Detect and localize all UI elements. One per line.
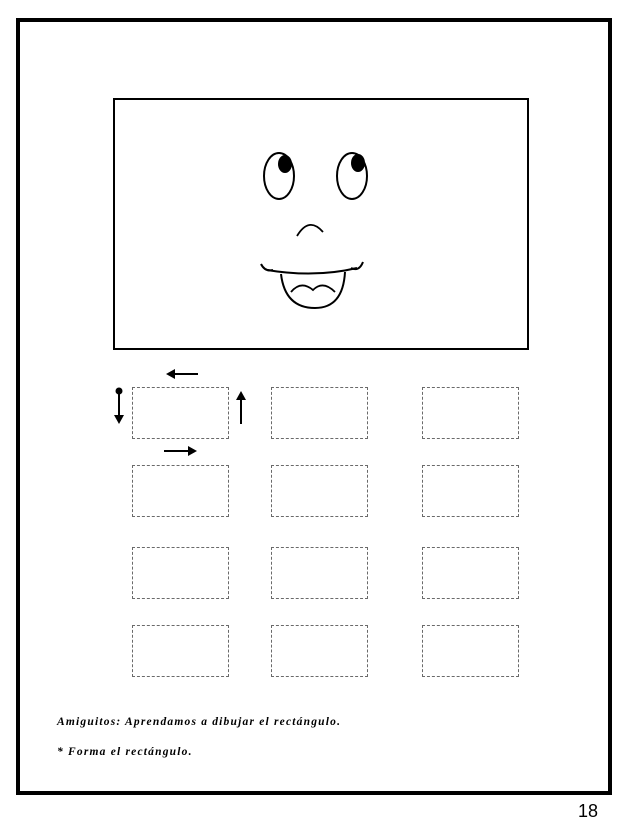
left-pupil <box>278 155 292 173</box>
smile-line <box>267 268 357 274</box>
tracing-rectangle <box>422 465 519 517</box>
tracing-rectangle <box>132 387 229 439</box>
right-cheek <box>351 262 363 269</box>
tracing-rectangle <box>271 387 368 439</box>
tracing-rectangle <box>271 547 368 599</box>
tracing-rectangle <box>132 465 229 517</box>
tracing-rectangle <box>271 465 368 517</box>
instruction-task: * Forma el rectángulo. <box>57 746 193 758</box>
tracing-rectangle <box>422 625 519 677</box>
page-number: 18 <box>578 801 599 821</box>
tracing-rectangle <box>132 547 229 599</box>
face-drawing <box>115 100 527 348</box>
tracing-rectangle <box>271 625 368 677</box>
tongue <box>291 285 335 292</box>
nose <box>297 225 323 236</box>
left-cheek <box>261 264 273 270</box>
right-pupil <box>351 154 365 172</box>
tracing-rectangle <box>132 625 229 677</box>
tracing-rectangle <box>422 387 519 439</box>
rectangle-face-illustration <box>113 98 529 350</box>
tracing-rectangle <box>422 547 519 599</box>
instruction-title: Amiguitos: Aprendamos a dibujar el rectángulo. <box>57 716 342 728</box>
